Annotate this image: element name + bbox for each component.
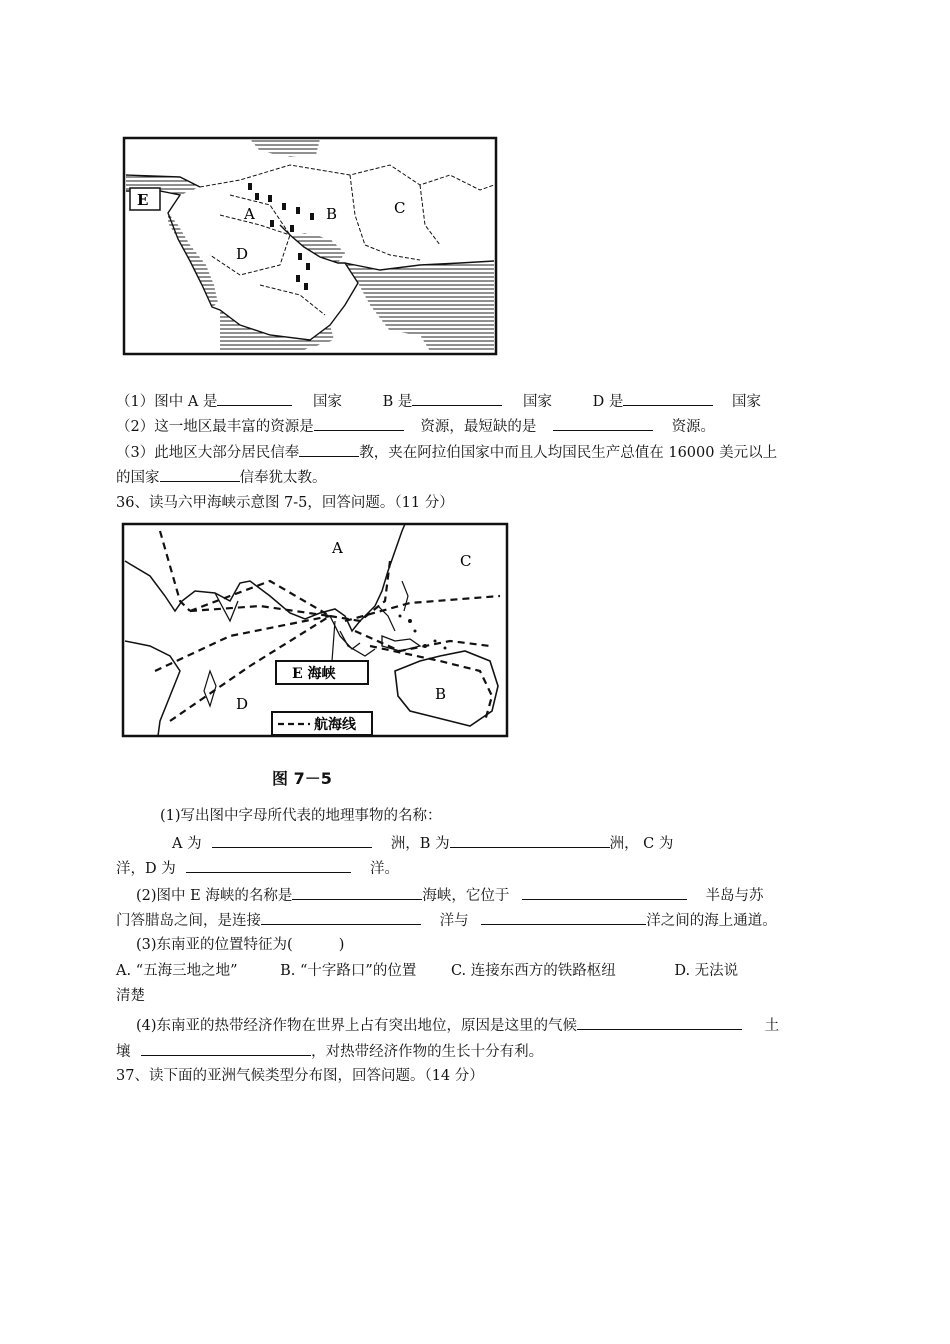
q36-options-cont: 清楚: [116, 988, 145, 1004]
map2-label-C: C: [460, 552, 472, 570]
blank-D-ocean[interactable]: [186, 857, 351, 873]
text: 国家: [313, 394, 343, 410]
text: 洋。: [369, 861, 399, 877]
map1-label-A: A: [244, 205, 255, 223]
map1-label-C: C: [394, 199, 406, 217]
text: 土: [764, 1018, 780, 1034]
blank-peninsula[interactable]: [522, 884, 687, 900]
option-C[interactable]: C. 连接东西方的铁路枢纽: [450, 963, 616, 979]
q37-title: 37、读下面的亚洲气候类型分布图，回答问题。（14 分）: [116, 1068, 484, 1084]
text: 国家: [523, 394, 553, 410]
q35-line4: [116, 466, 327, 488]
map1-label-B: B: [326, 205, 338, 223]
blank-B-continent[interactable]: [450, 832, 610, 848]
text: 半岛与苏: [705, 888, 764, 904]
text: 洲， C 为: [609, 836, 674, 852]
blank-religion[interactable]: [299, 441, 359, 457]
text: A 为: [172, 836, 202, 852]
text: 的国家: [116, 470, 160, 486]
text: (2)图中 E 海峡的名称是: [136, 888, 293, 904]
q36-p4-line1: [136, 1014, 779, 1036]
text: B 是: [382, 394, 413, 410]
text: 信奉犹太教。: [239, 470, 327, 486]
text: 资源，最短缺的是: [420, 419, 537, 435]
blank-A-continent[interactable]: [212, 832, 372, 848]
text: ): [338, 937, 345, 953]
blank-jewish-country[interactable]: [160, 466, 240, 482]
q35-line3: [116, 441, 777, 463]
text: 教，夹在阿拉伯国家中而且人均国民生产总值在 16000 美元以上: [359, 445, 778, 461]
text: （3）此地区大部分居民信奉: [116, 445, 300, 461]
legend-label: 航海线: [314, 717, 356, 733]
q36-p2-line2: [116, 909, 777, 931]
text: （2）这一地区最丰富的资源是: [116, 419, 314, 435]
q36-p4-line2: [116, 1040, 543, 1062]
blank-ocean-2[interactable]: [481, 909, 646, 925]
blank-A-country[interactable]: [217, 390, 292, 406]
q35-line2: [116, 415, 715, 437]
q36-p2-line1: [136, 884, 764, 906]
text: 国家: [731, 394, 761, 410]
blank-scarce-resource[interactable]: [553, 415, 653, 431]
text: 海峡，它位于: [422, 888, 510, 904]
strait-label: E 海峡: [292, 666, 336, 682]
middle-east-map: [120, 135, 500, 357]
text: ，对热带经济作物的生长十分有利。: [311, 1044, 544, 1060]
blank-strait-name[interactable]: [292, 884, 422, 900]
map2-label-D: D: [236, 695, 249, 713]
blank-rich-resource[interactable]: [314, 415, 404, 431]
q36-p3: [136, 935, 344, 955]
text: 洋与: [439, 913, 469, 929]
option-D[interactable]: D. 无法说: [674, 963, 739, 979]
map2-label-B: B: [435, 685, 447, 703]
text: (3)东南亚的位置特征为(: [136, 937, 293, 953]
text: (4)东南亚的热带经济作物在世界上占有突出地位，原因是这里的气候: [136, 1018, 578, 1034]
map1-label-E: E: [137, 191, 149, 209]
q36-title: 36、读马六甲海峡示意图 7-5，回答问题。（11 分）: [116, 495, 454, 511]
text: 洋之间的海上通道。: [646, 913, 777, 929]
blank-climate[interactable]: [577, 1014, 742, 1030]
option-B[interactable]: B. “十字路口”的位置: [280, 963, 417, 979]
text: D 是: [592, 394, 624, 410]
q35-line1: [116, 390, 761, 412]
figure-caption: 图 7－5: [272, 769, 332, 788]
q36-p1-line2: [116, 857, 399, 879]
blank-B-country[interactable]: [412, 390, 502, 406]
text: 洋，D 为: [116, 861, 176, 877]
q36-p1-line1: [172, 832, 673, 854]
blank-ocean-1[interactable]: [261, 909, 421, 925]
map1-label-D: D: [236, 245, 249, 263]
text: 洲，B 为: [390, 836, 450, 852]
malacca-strait-map: [120, 521, 510, 739]
text: 资源。: [671, 419, 716, 435]
blank-soil[interactable]: [141, 1040, 311, 1056]
text: 门答腊岛之间，是连接: [116, 913, 261, 929]
q36-p1-intro: (1)写出图中字母所代表的地理事物的名称：: [160, 808, 442, 824]
map2-label-A: A: [332, 539, 343, 557]
text: 壤: [116, 1044, 131, 1060]
text: （1）图中 A 是: [116, 394, 218, 410]
option-A[interactable]: A. “五海三地之地”: [116, 963, 238, 979]
blank-D-country[interactable]: [623, 390, 713, 406]
q36-options: [116, 961, 738, 981]
